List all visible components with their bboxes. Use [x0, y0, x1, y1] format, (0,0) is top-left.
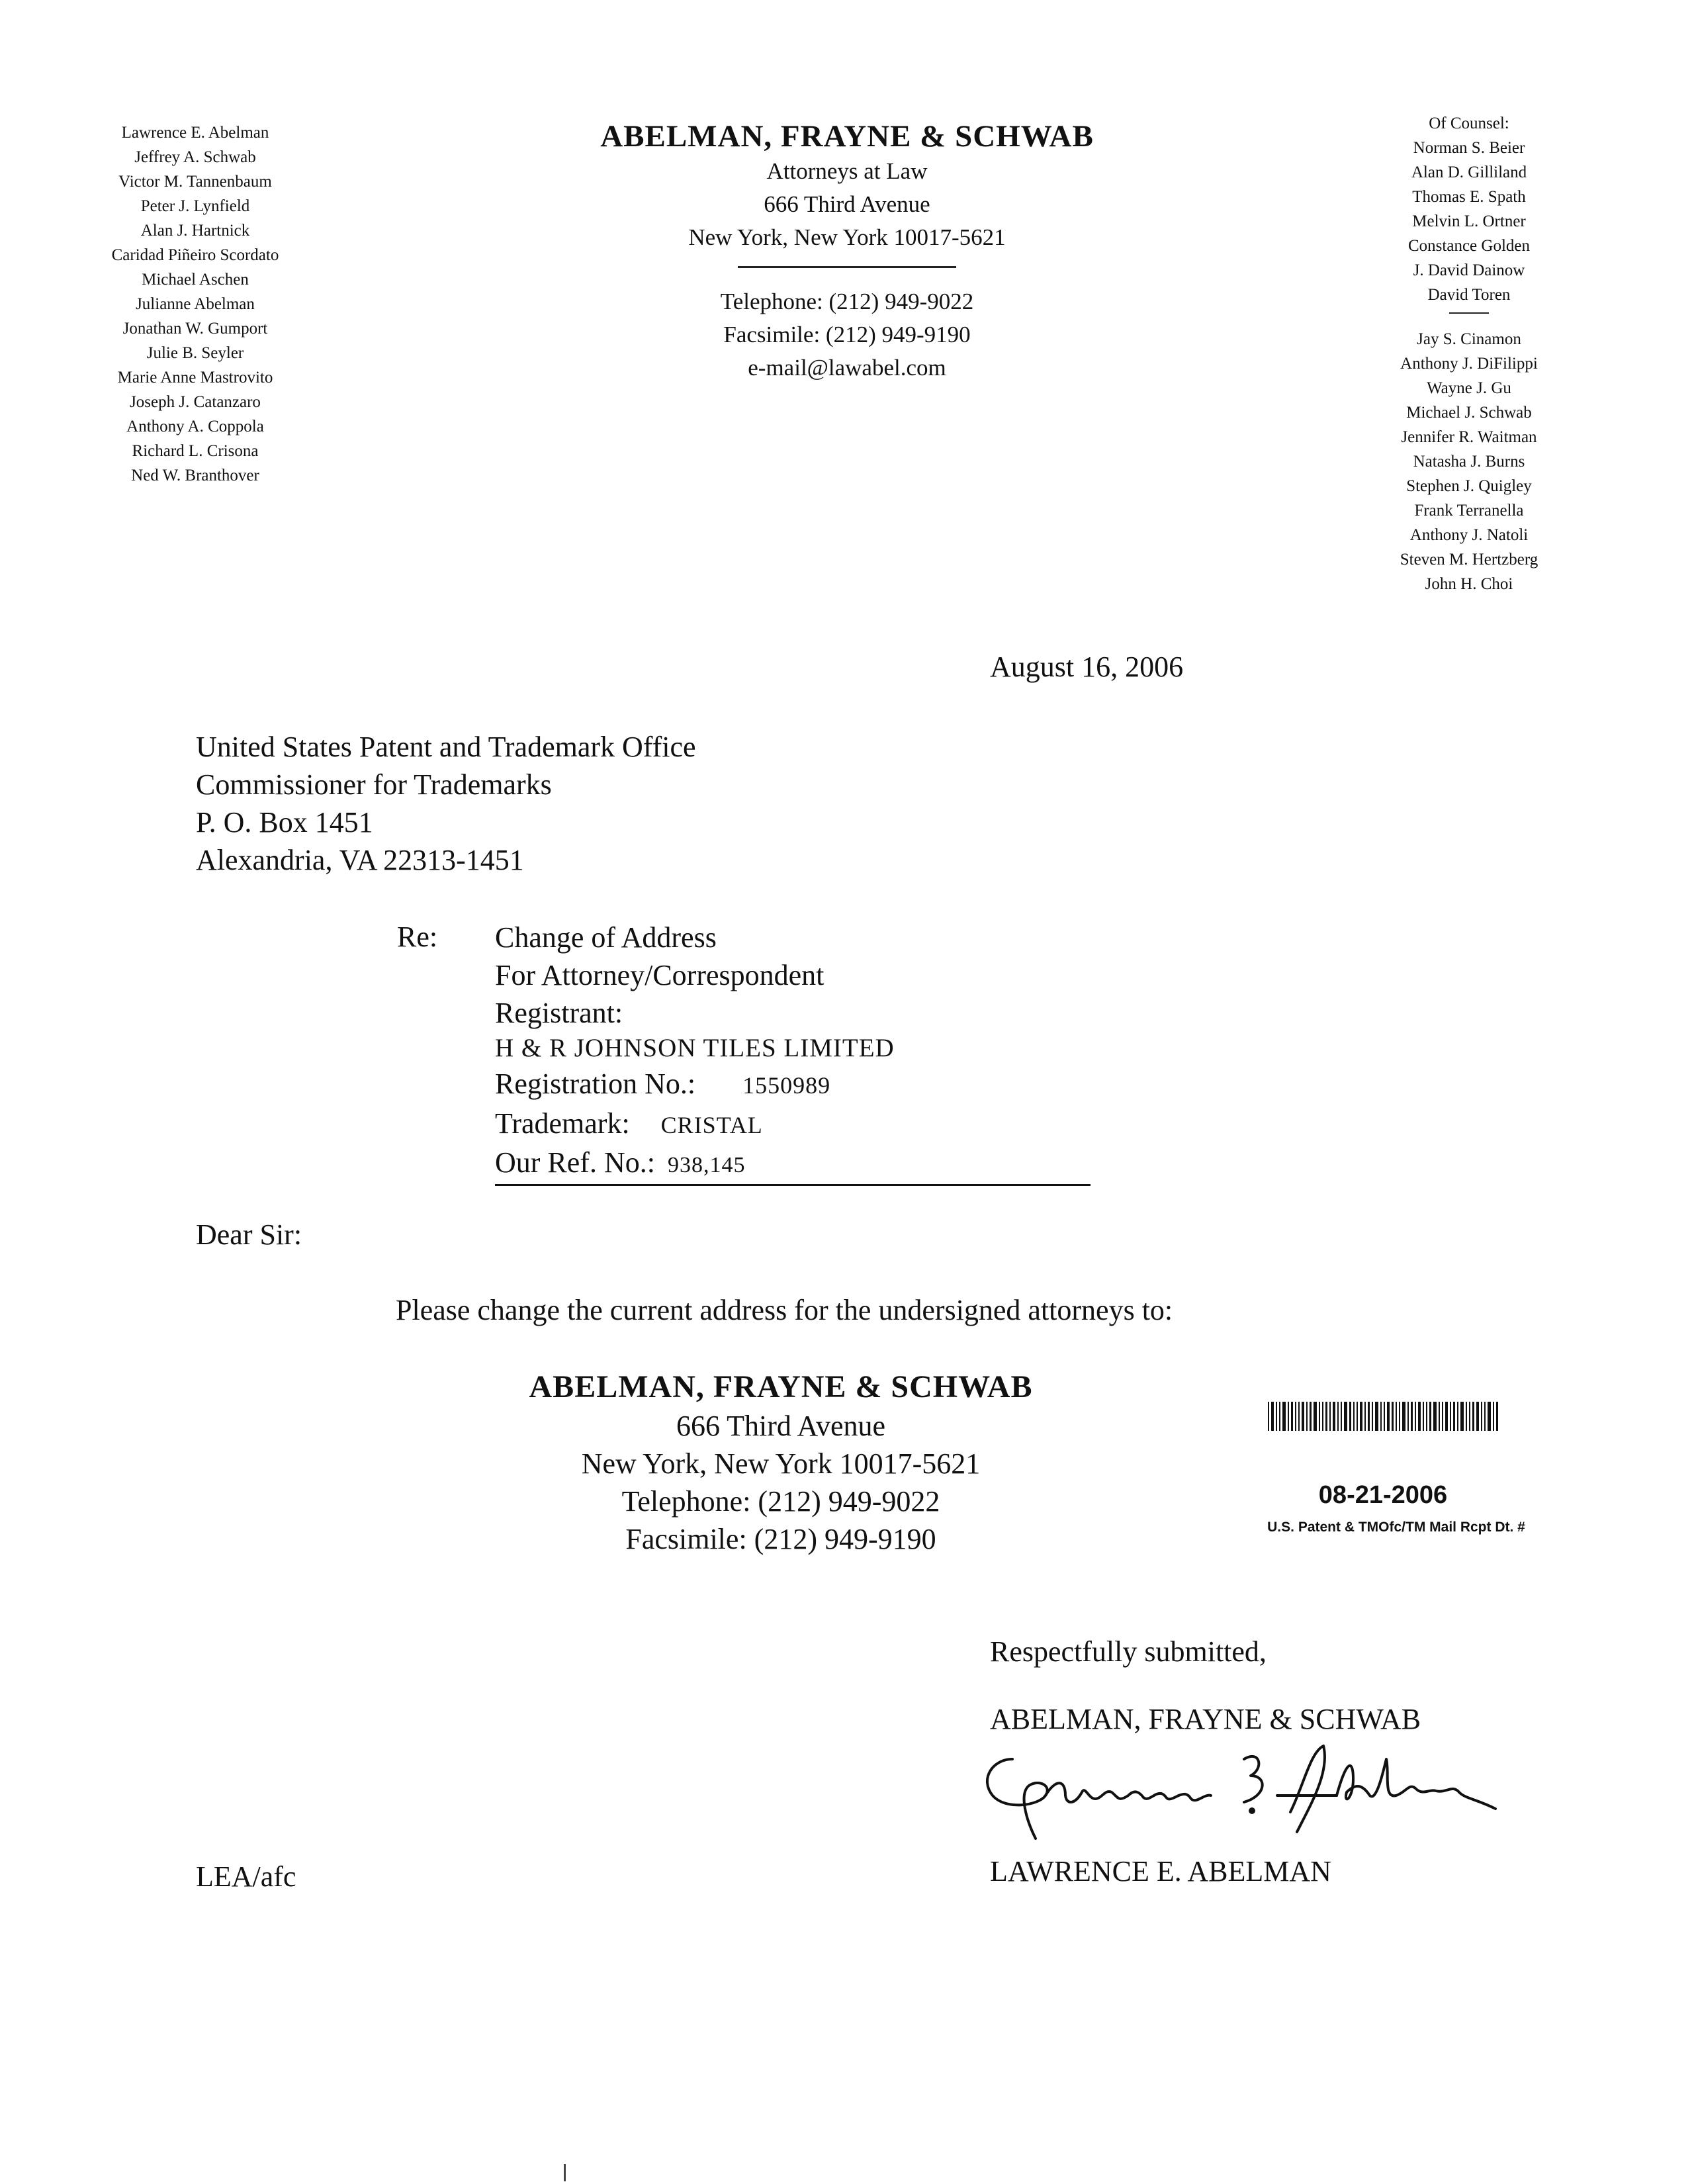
barcode-bar	[1384, 1402, 1385, 1431]
barcode-bar	[1460, 1402, 1464, 1431]
addressee-line: P. O. Box 1451	[196, 806, 373, 839]
barcode-bar	[1337, 1402, 1339, 1431]
barcode-bar	[1415, 1402, 1416, 1431]
counsel-name: Melvin L. Ortner	[1412, 212, 1526, 230]
barcode-bar	[1418, 1402, 1421, 1431]
barcode-bar	[1298, 1402, 1300, 1431]
associate-name: John H. Choi	[1425, 575, 1513, 593]
barcode-bar	[1357, 1402, 1358, 1431]
barcode-bar	[1268, 1402, 1269, 1431]
partner-name: Julianne Abelman	[136, 295, 255, 313]
letterhead-telephone: Telephone: (212) 949-9022	[720, 289, 974, 314]
partner-name: Lawrence E. Abelman	[121, 124, 269, 142]
barcode-bar	[1392, 1402, 1394, 1431]
closing-phrase: Respectfully submitted,	[990, 1635, 1267, 1668]
partner-name: Victor M. Tannenbaum	[118, 173, 272, 191]
reference-number: 938,145	[667, 1153, 746, 1177]
registrant-label: Registrant:	[495, 997, 623, 1029]
addressee-line: Alexandria, VA 22313-1451	[196, 844, 524, 876]
letterhead-firm-name: ABELMAN, FRAYNE & SCHWAB	[600, 119, 1094, 154]
barcode-bar	[1364, 1402, 1366, 1431]
associate-name: Anthony J. DiFilippi	[1400, 355, 1538, 373]
re-block	[495, 919, 1091, 1186]
instruction-text: Please change the current address for the undersigned attorneys to:	[396, 1294, 1173, 1326]
barcode-bar	[1380, 1402, 1382, 1431]
barcode-bar	[1387, 1402, 1390, 1431]
barcode-bar	[1445, 1402, 1448, 1431]
new-address-facsimile: Facsimile: (212) 949-9190	[625, 1523, 936, 1555]
associate-name: Jennifer R. Waitman	[1401, 428, 1537, 446]
barcode-bar	[1306, 1402, 1308, 1431]
barcode-bar	[1372, 1402, 1373, 1431]
new-address-city: New York, New York 10017-5621	[581, 1447, 981, 1480]
partners-list	[86, 120, 304, 488]
barcode-bar	[1322, 1402, 1323, 1431]
barcode-bar	[1469, 1402, 1470, 1431]
barcode-bar	[1496, 1402, 1498, 1431]
associate-name: Jay S. Cinamon	[1417, 330, 1521, 348]
barcode-bar	[1407, 1402, 1409, 1431]
barcode-bar	[1411, 1402, 1413, 1431]
barcode-icon	[1268, 1402, 1523, 1431]
barcode-bar	[1295, 1402, 1296, 1431]
barcode-bar	[1426, 1402, 1427, 1431]
partner-name: Richard L. Crisona	[132, 442, 259, 460]
signer-name: LAWRENCE E. ABELMAN	[990, 1855, 1331, 1888]
registration-number: 1550989	[742, 1072, 831, 1099]
new-address-telephone: Telephone: (212) 949-9022	[621, 1485, 940, 1518]
letterhead-subtitle: Attorneys at Law	[766, 158, 928, 184]
barcode-bar	[1429, 1402, 1431, 1431]
partner-name: Joseph J. Catanzaro	[130, 393, 261, 411]
partner-name: Julie B. Seyler	[146, 344, 244, 362]
barcode-bar	[1344, 1402, 1347, 1431]
letterhead-divider	[738, 266, 956, 268]
stamp-date: 08-21-2006	[1318, 1481, 1448, 1509]
partner-name: Jonathan W. Gumport	[122, 320, 268, 338]
associate-name: Michael J. Schwab	[1406, 404, 1532, 422]
reference-label: Our Ref. No.:	[495, 1146, 655, 1179]
salutation: Dear Sir:	[196, 1218, 302, 1251]
registrant-name: H & R JOHNSON TILES LIMITED	[495, 1034, 895, 1062]
registration-label: Registration No.:	[495, 1068, 696, 1100]
counsel-divider	[1449, 312, 1489, 314]
barcode-bar	[1472, 1402, 1474, 1431]
barcode-bar	[1466, 1402, 1467, 1431]
barcode-bar	[1457, 1402, 1458, 1431]
barcode-bar	[1333, 1402, 1335, 1431]
barcode-bar	[1439, 1402, 1440, 1431]
associate-name: Wayne J. Gu	[1427, 379, 1511, 397]
typist-initials: LEA/afc	[196, 1860, 296, 1893]
barcode-bar	[1279, 1402, 1280, 1431]
barcode-bar	[1453, 1402, 1455, 1431]
letterhead-city: New York, New York 10017-5621	[688, 224, 1006, 250]
re-subject-line: Change of Address	[495, 921, 717, 954]
trademark-value: CRISTAL	[660, 1112, 763, 1138]
barcode-bar	[1433, 1402, 1437, 1431]
counsel-name: J. David Dainow	[1413, 261, 1525, 279]
trademark-row	[495, 1105, 1091, 1144]
letterhead-email: e-mail@lawabel.com	[748, 355, 946, 381]
registration-row	[495, 1065, 1091, 1105]
partner-name: Alan J. Hartnick	[140, 222, 250, 240]
barcode-bar	[1399, 1402, 1400, 1431]
partner-name: Anthony A. Coppola	[126, 418, 264, 435]
letterhead-facsimile: Facsimile: (212) 949-9190	[723, 322, 971, 347]
re-subject-line: For Attorney/Correspondent	[495, 959, 825, 991]
addressee-line: Commissioner for Trademarks	[196, 768, 552, 801]
barcode-bar	[1488, 1402, 1491, 1431]
addressee-line: United States Patent and Trademark Office	[196, 731, 696, 763]
re-label: Re:	[397, 921, 438, 953]
stamp-note: U.S. Patent & TMOfc/TM Mail Rcpt Dt. #	[1267, 1520, 1525, 1535]
new-address-firm: ABELMAN, FRAYNE & SCHWAB	[529, 1369, 1033, 1404]
scan-mark	[564, 2164, 566, 2181]
barcode-bar	[1396, 1402, 1397, 1431]
partner-name: Michael Aschen	[142, 271, 249, 289]
associate-name: Stephen J. Quigley	[1406, 477, 1532, 495]
new-address-block	[490, 1367, 1072, 1558]
barcode-bar	[1288, 1402, 1289, 1431]
letterhead-street: 666 Third Avenue	[764, 191, 930, 217]
partner-name: Caridad Piñeiro Scordato	[111, 246, 279, 264]
barcode-bar	[1353, 1402, 1355, 1431]
barcode-bar	[1375, 1402, 1378, 1431]
barcode-bar	[1291, 1402, 1293, 1431]
barcode-bar	[1314, 1402, 1317, 1431]
closing-firm: ABELMAN, FRAYNE & SCHWAB	[990, 1703, 1421, 1735]
barcode-bar	[1476, 1402, 1479, 1431]
partner-name: Marie Anne Mastrovito	[117, 369, 273, 387]
barcode-bar	[1325, 1402, 1327, 1431]
counsel-name: Alan D. Gilliland	[1411, 163, 1527, 181]
letterhead	[582, 118, 1112, 385]
barcode-bar	[1484, 1402, 1486, 1431]
barcode-bar	[1493, 1402, 1494, 1431]
barcode-bar	[1360, 1402, 1362, 1431]
associate-name: Natasha J. Burns	[1413, 453, 1525, 471]
barcode-bar	[1276, 1402, 1277, 1431]
barcode-bar	[1349, 1402, 1351, 1431]
barcode-bar	[1271, 1402, 1274, 1431]
partner-name: Jeffrey A. Schwab	[134, 148, 256, 166]
counsel-name: David Toren	[1427, 286, 1511, 304]
barcode-bar	[1341, 1402, 1342, 1431]
barcode-bar	[1310, 1402, 1312, 1431]
of-counsel-heading: Of Counsel:	[1429, 114, 1509, 132]
counsel-name: Norman S. Beier	[1413, 139, 1525, 157]
signature-icon	[966, 1733, 1509, 1845]
new-address-street: 666 Third Avenue	[676, 1410, 886, 1442]
barcode-bar	[1282, 1402, 1286, 1431]
barcode-bar	[1481, 1402, 1482, 1431]
associate-name: Anthony J. Natoli	[1409, 526, 1529, 544]
counsel-name: Thomas E. Spath	[1412, 188, 1526, 206]
associate-name: Steven M. Hertzberg	[1400, 551, 1538, 569]
barcode-bar	[1319, 1402, 1320, 1431]
trademark-label: Trademark:	[495, 1107, 630, 1140]
barcode-bar	[1442, 1402, 1443, 1431]
barcode-bar	[1423, 1402, 1424, 1431]
barcode-bar	[1402, 1402, 1405, 1431]
partner-name: Peter J. Lynfield	[140, 197, 250, 215]
letter-date: August 16, 2006	[990, 651, 1184, 683]
barcode-bar	[1302, 1402, 1304, 1431]
reference-row	[495, 1144, 1091, 1186]
associate-name: Frank Terranella	[1414, 502, 1524, 520]
barcode-bar	[1329, 1402, 1331, 1431]
barcode-bar	[1450, 1402, 1451, 1431]
barcode-bar	[1368, 1402, 1370, 1431]
partner-name: Ned W. Branthover	[131, 467, 259, 484]
of-counsel-list	[1370, 111, 1568, 596]
counsel-name: Constance Golden	[1408, 237, 1530, 255]
addressee-block	[196, 728, 696, 879]
